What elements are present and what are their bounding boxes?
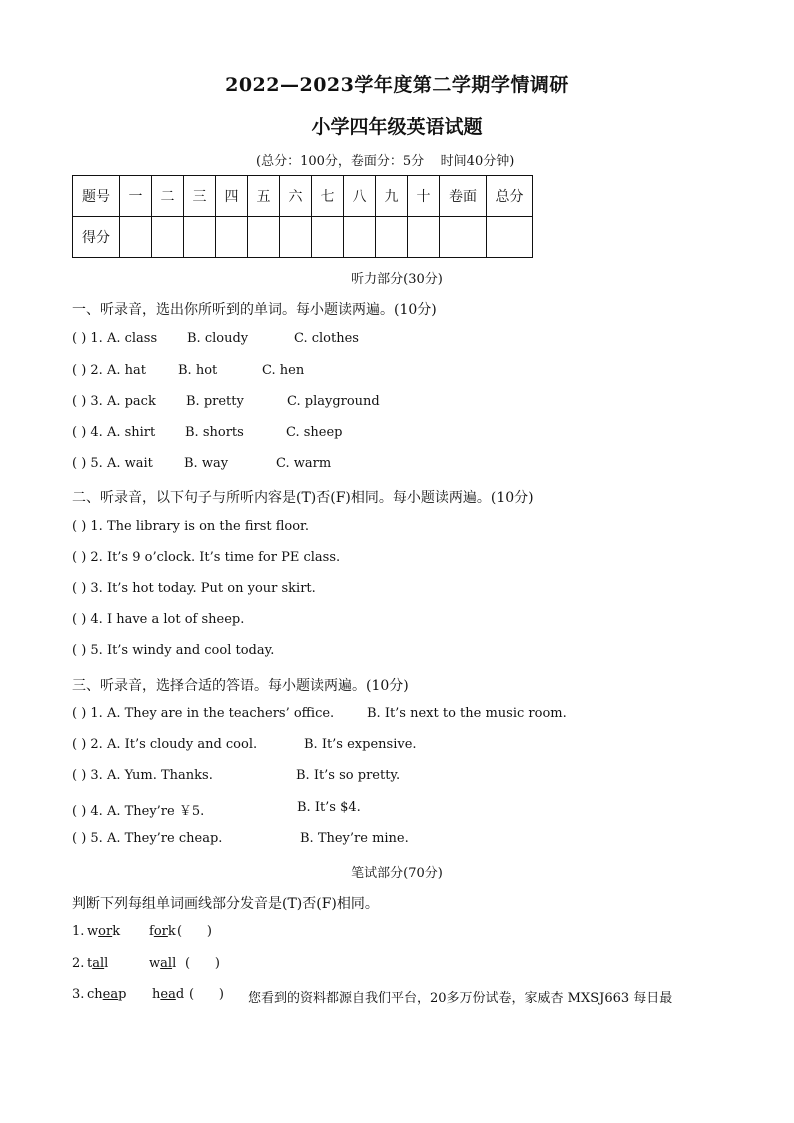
option-a: ( ) 3. A. Yum. Thanks.: [72, 768, 213, 783]
score-input-cell[interactable]: [376, 217, 408, 258]
option-b: B. It’s so pretty.: [296, 768, 401, 783]
list-item: ( ) 3. It’s hot today. Put on your skirt.: [72, 581, 316, 596]
question-number: ( ) 5. A. wait: [72, 456, 153, 471]
option-b: B. It’s expensive.: [304, 737, 417, 752]
word-2: wall: [149, 956, 177, 971]
exam-subtitle: 小学四年级英语试题: [311, 116, 483, 138]
score-input-cell[interactable]: [408, 217, 440, 258]
question-number: ( ) 2. A. hat: [72, 363, 146, 378]
section1-heading: 一、听录音，选出你所听到的单词。每小题读两遍。(10分): [72, 302, 437, 318]
score-input-cell[interactable]: [487, 217, 533, 258]
score-input-cell[interactable]: [312, 217, 344, 258]
score-table: [72, 175, 533, 258]
exam-meta: (总分：100分，卷面分：5分 时间40分钟): [256, 154, 515, 169]
score-input-cell[interactable]: [248, 217, 280, 258]
option-c: C. hen: [262, 363, 305, 378]
item-number: 3.: [72, 987, 85, 1002]
score-input-cell[interactable]: [216, 217, 248, 258]
score-input-cell[interactable]: [280, 217, 312, 258]
score-input-cell[interactable]: [440, 217, 487, 258]
listening-heading: 听力部分(30分): [351, 272, 443, 287]
option-b: B. way: [184, 456, 229, 471]
answer-blank[interactable]: ( ): [185, 956, 220, 971]
word-2: fork: [149, 924, 176, 939]
answer-blank[interactable]: ( ): [177, 924, 212, 939]
option-c: C. sheep: [286, 425, 343, 440]
exam-title: 2022—2023学年度第二学期学情调研: [225, 74, 569, 96]
score-cell: 一: [120, 176, 152, 217]
word-1: work: [87, 924, 121, 939]
option-b: B. It’s $4.: [297, 800, 361, 815]
writing-heading: 笔试部分(70分): [351, 866, 443, 881]
score-table-score-row: [73, 217, 533, 258]
score-cell: 二: [152, 176, 184, 217]
option-a: ( ) 4. A. They’re ￥5.: [72, 804, 205, 819]
option-c: C. playground: [287, 394, 380, 409]
score-table-header-row: [73, 176, 533, 217]
option-a: ( ) 1. A. They are in the teachers’ office.: [72, 706, 335, 721]
option-c: C. warm: [276, 456, 332, 471]
score-cell: 九: [376, 176, 408, 217]
option-b: B. It’s next to the music room.: [367, 706, 567, 721]
score-cell: 三: [184, 176, 216, 217]
trailing-text: 您看到的资料都源自我们平台，20多万份试卷，家威杏 MXSJ663 每日最: [248, 991, 673, 1006]
option-b: B. shorts: [185, 425, 244, 440]
question-number: ( ) 1. A. class: [72, 331, 158, 346]
answer-blank[interactable]: ( ): [189, 987, 224, 1002]
word-1: tall: [87, 956, 109, 971]
score-cell: 卷面: [440, 176, 487, 217]
option-b: B. cloudy: [187, 331, 249, 346]
option-b: B. pretty: [186, 394, 244, 409]
question-number: ( ) 4. A. shirt: [72, 425, 156, 440]
list-item: ( ) 5. It’s windy and cool today.: [72, 643, 275, 658]
score-input-cell[interactable]: [152, 217, 184, 258]
score-cell: 七: [312, 176, 344, 217]
word-2: head: [152, 987, 185, 1002]
word-1: cheap: [87, 987, 127, 1002]
writing-instruction: 判断下列每组单词画线部分发音是(T)否(F)相同。: [72, 896, 379, 912]
section3-heading: 三、听录音，选择合适的答语。每小题读两遍。(10分): [72, 678, 409, 694]
list-item: ( ) 4. I have a lot of sheep.: [72, 612, 245, 627]
list-item: ( ) 1. The library is on the first floor.: [72, 519, 309, 534]
section2-heading: 二、听录音，以下句子与所听内容是(T)否(F)相同。每小题读两遍。(10分): [72, 490, 534, 506]
score-cell: 题号: [73, 176, 120, 217]
score-cell: 八: [344, 176, 376, 217]
option-b: B. They’re mine.: [300, 831, 409, 846]
list-item: ( ) 2. It’s 9 o’clock. It’s time for PE class.: [72, 550, 341, 565]
score-cell: 十: [408, 176, 440, 217]
item-number: 2.: [72, 956, 85, 971]
score-cell: 六: [280, 176, 312, 217]
score-input-cell[interactable]: [344, 217, 376, 258]
question-number: ( ) 3. A. pack: [72, 394, 156, 409]
option-a: ( ) 2. A. It’s cloudy and cool.: [72, 737, 258, 752]
option-c: C. clothes: [294, 331, 359, 346]
score-row-label: 得分: [73, 217, 120, 258]
score-cell: 四: [216, 176, 248, 217]
score-cell: 总分: [487, 176, 533, 217]
score-input-cell[interactable]: [120, 217, 152, 258]
score-input-cell[interactable]: [184, 217, 216, 258]
option-b: B. hot: [178, 363, 218, 378]
score-cell: 五: [248, 176, 280, 217]
item-number: 1.: [72, 924, 85, 939]
option-a: ( ) 5. A. They’re cheap.: [72, 831, 223, 846]
